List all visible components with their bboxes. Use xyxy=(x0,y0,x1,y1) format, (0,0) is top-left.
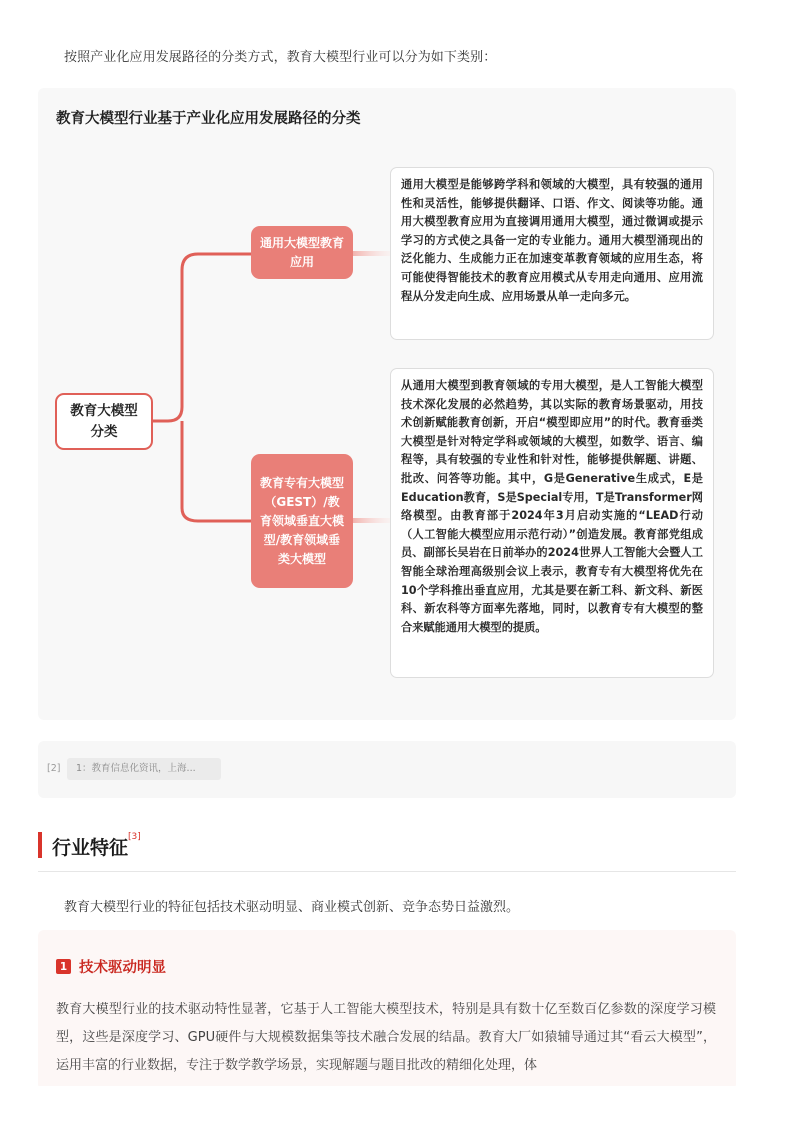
section-intro: 教育大模型行业的特征包括技术驱动明显、商业模式创新、竞争态势日益激烈。 xyxy=(64,900,520,915)
section-title-text: 行业特征 xyxy=(52,837,129,859)
reference-chip[interactable]: 1：教育信息化资讯，上海... xyxy=(67,758,221,780)
connector-branch-1-desc xyxy=(353,251,390,256)
connector-root-branch-1 xyxy=(153,254,251,421)
branch-node-general-model: 通用大模型教育应用 xyxy=(251,226,353,279)
feature-title: 技术驱动明显 xyxy=(79,960,166,976)
feature-text: 教育大模型行业的技术驱动特性显著，它基于人工智能大模型技术，特别是具有数十亿至数百亿参数的深度学习模型，这些是深度学习、GPU硬件与大规模数据集等技术融合发展的结晶。教育大厂如猿辅导通过其“看云大模型”，运用丰富的行业数据，专注于数学教学场景，实现解题与题目批改的精细化处理，体 xyxy=(56,1002,716,1073)
description-general-model: 通用大模型是能够跨学科和领域的大模型，具有较强的通用性和灵活性，能够提供翻译、口语、作文、阅读等功能。通用大模型教育应用为直接调用通用大模型，通过微调或提示学习的方式使之具备一定的专业能力。通用大模型涌现出的泛化能力、生成能力正在加速变革教育领域的应用生态，将可能使得智能技术的教育应用模式从专用走向通用、应用流程从分发走向生成、应用场景从单一走向多元。 xyxy=(390,167,714,340)
intro-text: 按照产业化应用发展路径的分类方式，教育大模型行业可以分为如下类别： xyxy=(64,50,497,65)
section-divider xyxy=(38,871,736,872)
section-accent-bar xyxy=(38,832,42,858)
feature-heading xyxy=(56,956,166,977)
page-bottom-cutoff xyxy=(38,1086,736,1126)
section-title xyxy=(52,833,141,860)
branch-node-education-model: 教育专有大模型（GEST）/教育领域垂直大模型/教育领域垂类大模型 xyxy=(251,454,353,588)
feature-number-badge: 1 xyxy=(56,959,71,974)
connector-branch-2-desc xyxy=(353,518,390,523)
root-node: 教育大模型分类 xyxy=(55,393,153,450)
diagram-title: 教育大模型行业基于产业化应用发展路径的分类 xyxy=(56,111,361,127)
description-education-model: 从通用大模型到教育领域的专用大模型，是人工智能大模型技术深化发展的必然趋势，其以实际的教育场景驱动，用技术创新赋能教育创新，开启“模型即应用”的时代。教育垂类大模型是针对特定学科或领域的大模型，如数学、语言、编程等，具有较强的专业性和针对性，能够提供解题、讲题、批改、问答等功能。其中，G是Generative生成式，E是Education教育，S是Special专用，T是Transformer网络模型。由教育部于2024年3月启动实施的“LEAD行动（人工智能大模型应用示范行动）”创造发展。教育部党组成员、副部长吴岩在日前举办的2024世界人工智能大会暨人工智能全球治理高级别会议上表示，教育专有大模型将优先在10个学科推出垂直应用，尤其是要在新工科、新文科、新医科、新农科等方面率先落地，同时，以教育专有大模型的整合来赋能通用大模型的提质。 xyxy=(390,368,714,678)
section-citation-link[interactable]: [3] xyxy=(128,832,141,842)
reference-number: [2] xyxy=(47,763,61,774)
connector-root-branch-2 xyxy=(182,421,251,521)
